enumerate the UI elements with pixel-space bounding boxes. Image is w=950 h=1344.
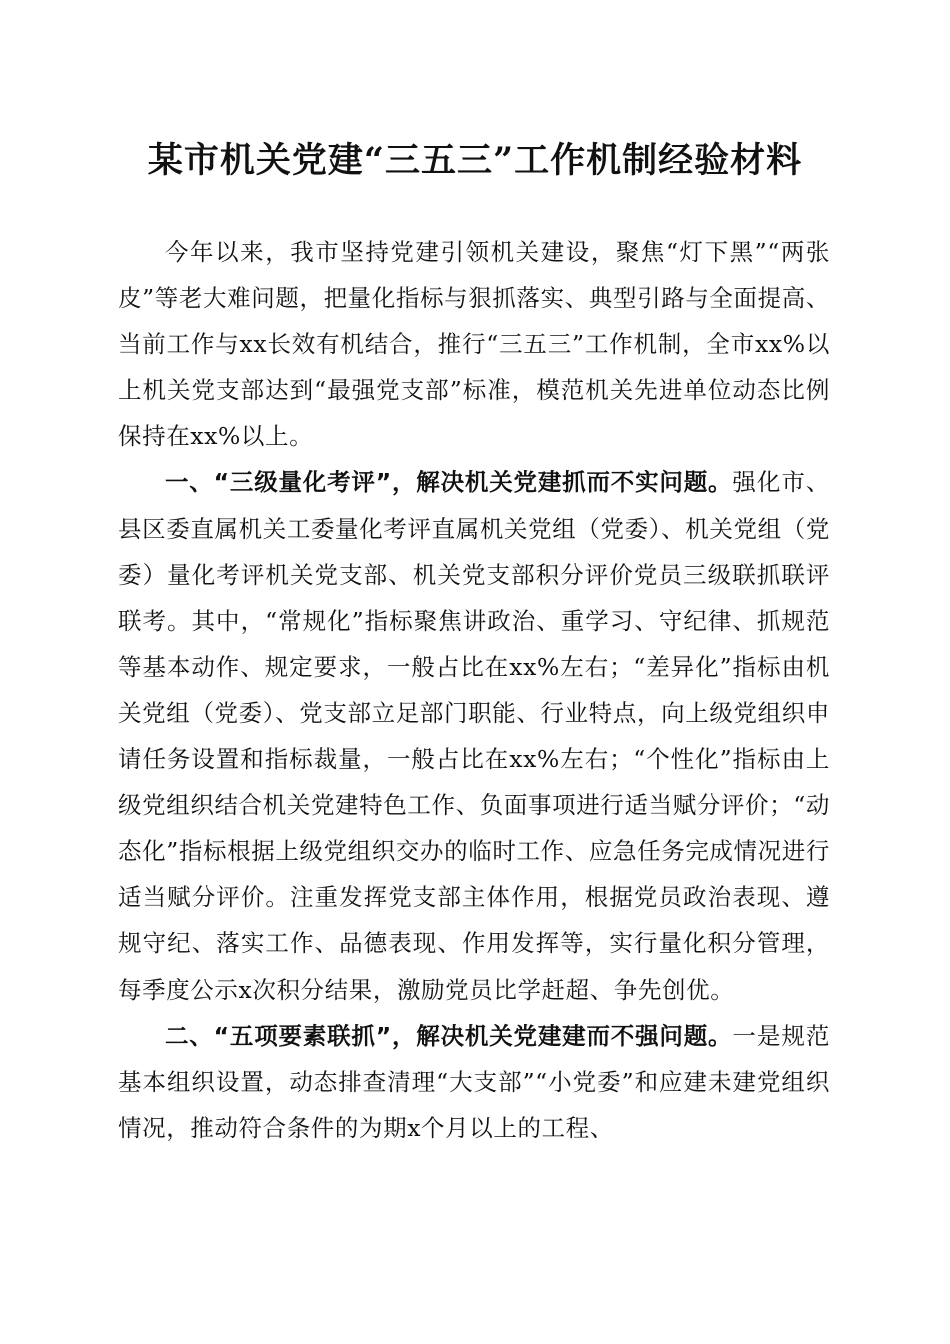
section-2-heading: 二、“五项要素联抓”，解决机关党建建而不强问题。 [165,1021,733,1050]
intro-paragraph: 今年以来，我市坚持党建引领机关建设，聚焦“灯下黑”“两张皮”等老大难问题，把量化指标与狠抓落实、典型引路与全面提高、当前工作与xx长效有机结合，推行“三五三”工作机制，全市xx%以上机关党支部达到“最强党支部”标准，模范机关先进单位动态比例保持在xx%以上。 [118,238,830,451]
section-1-text: 强化市、县区委直属机关工委量化考评直属机关党组（党委）、机关党组（党委）量化考评机关党支部、机关党支部积分评价党员三级联抓联评联考。其中，“常规化”指标聚焦讲政治、重学习、守纪律、抓规范等基本动作、规定要求，一般占比在xx%左右；“差异化”指标由机关党组（党委）、党支部立足部门职能、行业特点，向上级党组织申请任务设置和指标裁量，一般占比在xx%左右；“个性化”指标由上级党组织结合机关党建特色工作、负面事项进行适当赋分评价；“动态化”指标根据上级党组织交办的临时工作、应急任务完成情况进行适当赋分评价。注重发挥党支部主体作用，根据党员政治表现、遵规守纪、落实工作、品德表现、作用发挥等，实行量化积分管理，每季度公示x次积分结果，激励党员比学赶超、争先创优。 [118,468,830,1004]
section-2-text: 一是规范基本组织设置，动态排查清理“大支部”“小党委”和应建未建党组织情况，推动符合条件的为期x个月以上的工程、 [118,1021,830,1142]
document-title: 某市机关党建“三五三”工作机制经验材料 [147,140,803,181]
section-1-paragraph [118,459,830,1012]
document-body [118,229,830,1151]
section-2-paragraph [118,1013,830,1151]
section-1-heading: 一、“三级量化考评”，解决机关党建抓而不实问题。 [165,468,733,497]
